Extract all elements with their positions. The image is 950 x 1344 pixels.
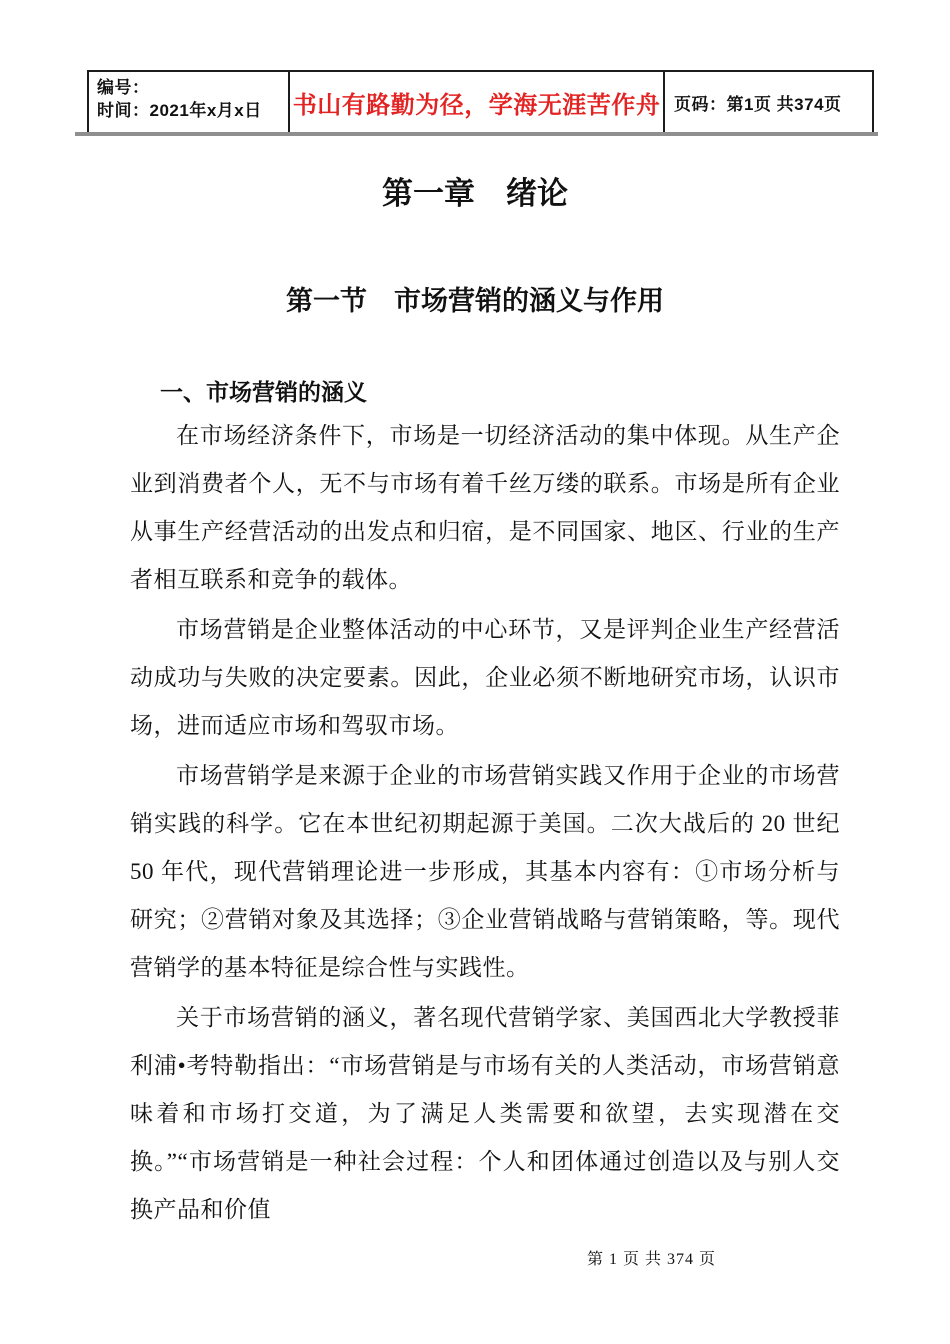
header-page-cell <box>665 72 872 133</box>
header-time-label: 时间：2021年x月x日 <box>97 101 262 120</box>
header-meta-cell <box>89 72 290 133</box>
section-title: 第一节 市场营销的涵义与作用 <box>286 286 664 316</box>
header-table <box>87 70 874 133</box>
header-motto: 书山有路勤为径，学海无涯苦作舟 <box>292 92 661 119</box>
header-page-label: 页码：第1页 共374页 <box>674 95 842 114</box>
paragraph: 关于市场营销的涵义，著名现代营销学家、美国西北大学教授菲利浦•考特勒指出：“市场营销是与市场有关的人类活动，市场营销意味着和市场打交道，为了满足人类需要和欲望，去实现潜在交换。”“市场营销是一种社会过程：个人和团体通过创造以及与别人交换产品和价值 <box>130 1005 840 1222</box>
chapter-title: 第一章 绪论 <box>382 176 568 211</box>
sub-heading: 一、市场营销的涵义 <box>160 379 367 405</box>
page-number-indicator: 第 1 页 共 374 页 <box>587 1251 717 1268</box>
paragraph: 市场营销是企业整体活动的中心环节，又是评判企业生产经营活动成功与失败的决定要素。因此，企业必须不断地研究市场，认识市场，进而适应市场和驾驭市场。 <box>130 617 840 738</box>
body-text <box>130 412 840 1234</box>
paragraph: 市场营销学是来源于企业的市场营销实践又作用于企业的市场营销实践的科学。它在本世纪初期起源于美国。二次大战后的 20 世纪50 年代，现代营销理论进一步形成，其基本内容有：①市场分析与研究；②营销对象及其选择；③企业营销战略与营销策略，等。现代营销学的基本特征是综合性与实践性。 <box>130 763 841 980</box>
header-number-label: 编号： <box>97 78 150 97</box>
header-divider-rule <box>75 132 878 136</box>
paragraph: 在市场经济条件下，市场是一切经济活动的集中体现。从生产企业到消费者个人，无不与市场有着千丝万缕的联系。市场是所有企业从事生产经营活动的出发点和归宿，是不同国家、地区、行业的生产者相互联系和竞争的载体。 <box>130 423 840 592</box>
header-motto-cell <box>290 72 665 133</box>
